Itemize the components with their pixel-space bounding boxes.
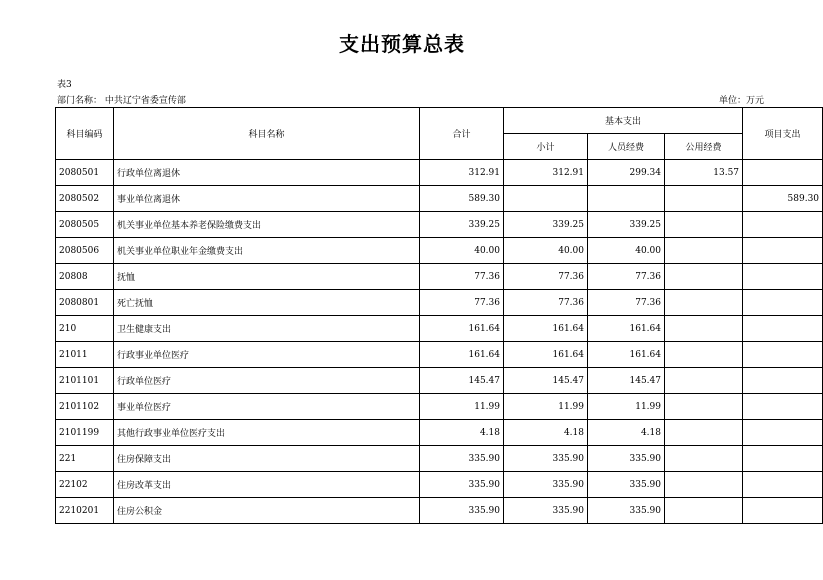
row-project-cell	[743, 498, 823, 524]
row-subtotal-cell: 339.25	[504, 212, 588, 238]
table-row	[56, 420, 823, 446]
row-project-cell	[743, 446, 823, 472]
row-personnel-cell: 335.90	[588, 498, 665, 524]
row-name-cell: 事业单位离退休	[114, 186, 420, 212]
row-subtotal-cell: 11.99	[504, 394, 588, 420]
row-subtotal-cell: 335.90	[504, 498, 588, 524]
table-row	[56, 446, 823, 472]
row-code-cell: 2101101	[56, 368, 114, 394]
row-project-cell	[743, 212, 823, 238]
row-name-cell: 行政单位医疗	[114, 368, 420, 394]
row-subtotal-cell: 4.18	[504, 420, 588, 446]
row-personnel-cell: 4.18	[588, 420, 665, 446]
row-total-cell: 335.90	[420, 446, 504, 472]
table-row	[56, 186, 823, 212]
row-total-cell: 335.90	[420, 472, 504, 498]
row-name-cell: 抚恤	[114, 264, 420, 290]
row-total-cell: 40.00	[420, 238, 504, 264]
row-public-cell	[665, 446, 743, 472]
table-row	[56, 238, 823, 264]
row-total-cell: 4.18	[420, 420, 504, 446]
row-code-cell: 2080801	[56, 290, 114, 316]
table-number: 表3	[57, 80, 72, 90]
row-subtotal-cell: 145.47	[504, 368, 588, 394]
row-project-cell	[743, 160, 823, 186]
row-project-cell	[743, 290, 823, 316]
row-total-cell: 312.91	[420, 160, 504, 186]
row-public-cell	[665, 420, 743, 446]
row-subtotal-cell: 77.36	[504, 290, 588, 316]
row-public-cell	[665, 264, 743, 290]
row-subtotal-cell: 40.00	[504, 238, 588, 264]
row-project-cell	[743, 342, 823, 368]
row-code-cell: 2210201	[56, 498, 114, 524]
row-code-cell: 2101199	[56, 420, 114, 446]
row-personnel-cell: 77.36	[588, 264, 665, 290]
row-total-cell: 77.36	[420, 264, 504, 290]
row-personnel-cell: 40.00	[588, 238, 665, 264]
row-personnel-cell: 339.25	[588, 212, 665, 238]
header-code: 科目编码	[56, 108, 114, 160]
header-subtotal: 小计	[504, 134, 588, 160]
row-name-cell: 死亡抚恤	[114, 290, 420, 316]
table-row	[56, 264, 823, 290]
row-public-cell	[665, 368, 743, 394]
row-public-cell	[665, 186, 743, 212]
department-name: 部门名称： 中共辽宁省委宣传部	[57, 96, 186, 106]
row-code-cell: 210	[56, 316, 114, 342]
row-project-cell	[743, 420, 823, 446]
row-name-cell: 行政单位离退休	[114, 160, 420, 186]
row-subtotal-cell: 77.36	[504, 264, 588, 290]
table-row	[56, 212, 823, 238]
row-personnel-cell: 77.36	[588, 290, 665, 316]
row-personnel-cell: 299.34	[588, 160, 665, 186]
row-code-cell: 20808	[56, 264, 114, 290]
row-public-cell	[665, 498, 743, 524]
row-total-cell: 145.47	[420, 368, 504, 394]
row-subtotal-cell: 335.90	[504, 446, 588, 472]
row-public-cell	[665, 316, 743, 342]
row-personnel-cell: 145.47	[588, 368, 665, 394]
row-code-cell: 2080506	[56, 238, 114, 264]
unit-label: 单位：万元	[718, 96, 764, 106]
row-name-cell: 事业单位医疗	[114, 394, 420, 420]
header-name: 科目名称	[114, 108, 420, 160]
row-name-cell: 住房公积金	[114, 498, 420, 524]
row-subtotal-cell	[504, 186, 588, 212]
row-total-cell: 11.99	[420, 394, 504, 420]
row-total-cell: 161.64	[420, 342, 504, 368]
table-row	[56, 160, 823, 186]
row-public-cell	[665, 394, 743, 420]
row-name-cell: 住房改革支出	[114, 472, 420, 498]
row-personnel-cell: 335.90	[588, 446, 665, 472]
row-code-cell: 2080505	[56, 212, 114, 238]
row-total-cell: 335.90	[420, 498, 504, 524]
row-project-cell	[743, 394, 823, 420]
row-code-cell: 221	[56, 446, 114, 472]
table-body	[56, 160, 823, 524]
page-title: 支出预算总表	[339, 32, 465, 56]
table-row	[56, 498, 823, 524]
row-subtotal-cell: 312.91	[504, 160, 588, 186]
row-total-cell: 161.64	[420, 316, 504, 342]
row-code-cell: 22102	[56, 472, 114, 498]
header-basic: 基本支出	[504, 108, 743, 134]
row-public-cell	[665, 472, 743, 498]
row-subtotal-cell: 161.64	[504, 316, 588, 342]
table-row	[56, 472, 823, 498]
header-total: 合计	[420, 108, 504, 160]
row-name-cell: 住房保障支出	[114, 446, 420, 472]
table-row	[56, 368, 823, 394]
row-name-cell: 机关事业单位职业年金缴费支出	[114, 238, 420, 264]
table-row	[56, 290, 823, 316]
row-personnel-cell: 335.90	[588, 472, 665, 498]
row-subtotal-cell: 335.90	[504, 472, 588, 498]
row-project-cell	[743, 264, 823, 290]
row-project-cell	[743, 316, 823, 342]
row-subtotal-cell: 161.64	[504, 342, 588, 368]
budget-table	[55, 107, 823, 524]
row-project-cell: 589.30	[743, 186, 823, 212]
table-row	[56, 316, 823, 342]
table-row	[56, 342, 823, 368]
row-code-cell: 21011	[56, 342, 114, 368]
row-project-cell	[743, 238, 823, 264]
row-project-cell	[743, 368, 823, 394]
row-project-cell	[743, 472, 823, 498]
row-personnel-cell: 11.99	[588, 394, 665, 420]
row-code-cell: 2101102	[56, 394, 114, 420]
header-personnel: 人员经费	[588, 134, 665, 160]
row-public-cell	[665, 212, 743, 238]
row-total-cell: 77.36	[420, 290, 504, 316]
row-name-cell: 机关事业单位基本养老保险缴费支出	[114, 212, 420, 238]
header-project: 项目支出	[743, 108, 823, 160]
row-name-cell: 其他行政事业单位医疗支出	[114, 420, 420, 446]
row-total-cell: 589.30	[420, 186, 504, 212]
row-code-cell: 2080501	[56, 160, 114, 186]
row-personnel-cell	[588, 186, 665, 212]
row-public-cell: 13.57	[665, 160, 743, 186]
row-personnel-cell: 161.64	[588, 316, 665, 342]
row-total-cell: 339.25	[420, 212, 504, 238]
table-row	[56, 394, 823, 420]
row-public-cell	[665, 342, 743, 368]
row-code-cell: 2080502	[56, 186, 114, 212]
row-public-cell	[665, 290, 743, 316]
row-public-cell	[665, 238, 743, 264]
row-name-cell: 卫生健康支出	[114, 316, 420, 342]
row-name-cell: 行政事业单位医疗	[114, 342, 420, 368]
header-public: 公用经费	[665, 134, 743, 160]
row-personnel-cell: 161.64	[588, 342, 665, 368]
